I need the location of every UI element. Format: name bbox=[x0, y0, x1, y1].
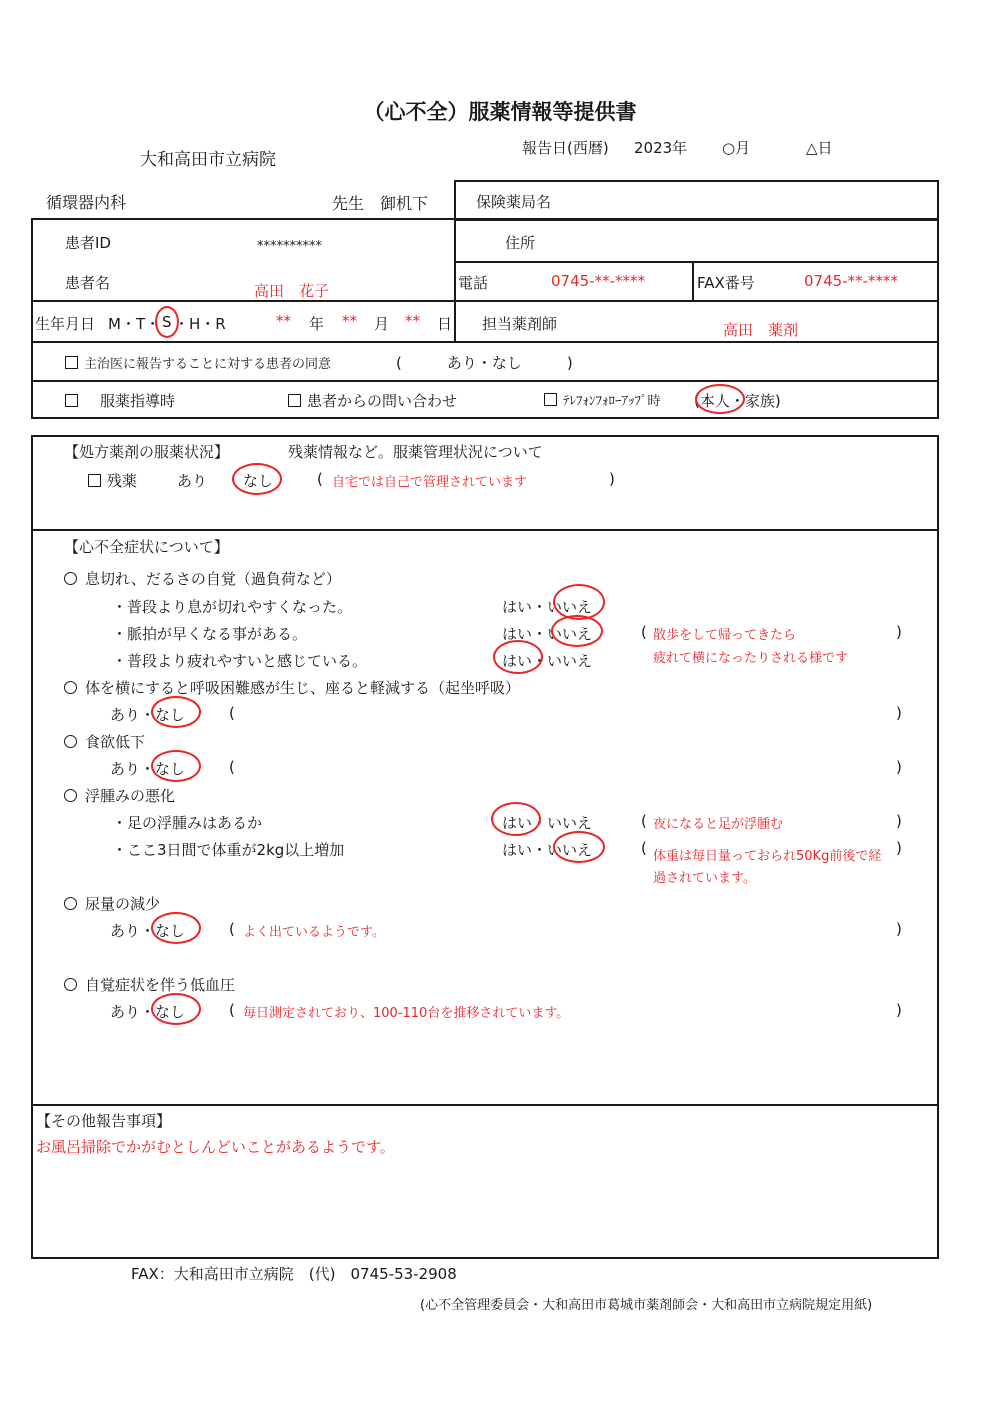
orthopnea-options: あり・なし bbox=[110, 706, 186, 724]
telephone-label: ﾃﾚﾌｫﾝﾌｫﾛｰｱｯﾌﾟ時 bbox=[563, 394, 661, 409]
birth-day-value: ** bbox=[405, 312, 420, 330]
consent-checkbox-row[interactable] bbox=[65, 353, 331, 372]
hypotension-note: 毎日測定されており、100-110台を推移されています。 bbox=[243, 1006, 570, 1021]
orthopnea-title: 体を横にすると呼吸困難感が生じ、座ると軽減する（起坐呼吸） bbox=[64, 677, 520, 698]
appetite-open-paren: ( bbox=[229, 758, 235, 776]
occasion-item-telephone[interactable] bbox=[544, 390, 661, 409]
telephone-checkbox[interactable] bbox=[544, 393, 557, 406]
edema-item-2-close-paren: ) bbox=[896, 839, 902, 857]
edema-item-1-options: はい・いいえ bbox=[502, 814, 593, 832]
edema-item-1-note: 夜になると足が浮腫む bbox=[653, 817, 784, 832]
footer-fax: FAX：大和高田市立病院 (代) 0745-53-2908 bbox=[131, 1265, 457, 1283]
inquiry-checkbox[interactable] bbox=[288, 394, 301, 407]
dept-salutation: 先生 御机下 bbox=[332, 194, 429, 213]
hospital-name: 大和高田市立病院 bbox=[140, 150, 276, 170]
edema-item-2-note2: 過されています。 bbox=[653, 871, 756, 886]
bullet-circle-icon bbox=[64, 572, 77, 585]
honnin-selection-circle bbox=[695, 384, 745, 414]
residual-row[interactable] bbox=[88, 470, 137, 491]
patient-id-value: ********** bbox=[257, 239, 322, 254]
edema-item-1-hai-circle bbox=[491, 802, 541, 836]
patient-name-value: 高田 花子 bbox=[254, 282, 330, 300]
edema-item-2-open-paren: ( bbox=[641, 839, 647, 857]
address-label: 住所 bbox=[505, 234, 536, 252]
hypotension-title: 自覚症状を伴う低血圧 bbox=[64, 974, 235, 995]
edema-item-1: ・足の浮腫みはあるか bbox=[112, 814, 263, 832]
pharmacy-name-label: 保険薬局名 bbox=[476, 193, 552, 211]
fatigue-note-open-paren: ( bbox=[641, 623, 647, 641]
residual-checkbox[interactable] bbox=[88, 474, 101, 487]
appetite-close-paren: ) bbox=[896, 758, 902, 776]
other-report-header: 【その他報告事項】 bbox=[36, 1112, 172, 1130]
edema-item-1-open-paren: ( bbox=[641, 812, 647, 830]
consent-options: ( あり・なし ) bbox=[396, 354, 573, 372]
report-date-day: △日 bbox=[806, 139, 833, 157]
symptoms-header: 【心不全症状について】 bbox=[64, 538, 229, 556]
orthopnea-close-paren: ) bbox=[896, 704, 902, 722]
edema-title: 浮腫みの悪化 bbox=[64, 785, 175, 806]
era-showa: S bbox=[162, 313, 172, 331]
birth-month-value: ** bbox=[342, 312, 357, 330]
fatigue-note-line1: 散歩をして帰ってきたら bbox=[653, 628, 797, 643]
birth-month-unit: 月 bbox=[374, 315, 390, 333]
pharmacist-value: 高田 薬剤 bbox=[723, 321, 799, 339]
inquiry-label: 患者からの問い合わせ bbox=[307, 392, 458, 410]
hypotension-close-paren: ) bbox=[896, 1001, 902, 1019]
orthopnea-open-paren: ( bbox=[229, 704, 235, 722]
medication-status-subheader: 残薬情報など。服薬管理状況について bbox=[288, 443, 543, 461]
telephone-options: (本人・家族) bbox=[694, 392, 781, 410]
bullet-circle-icon bbox=[64, 681, 77, 694]
fatigue-item-2: ・脈拍が早くなる事がある。 bbox=[112, 625, 308, 643]
patient-id-label: 患者ID bbox=[65, 234, 111, 252]
bullet-circle-icon bbox=[64, 789, 77, 802]
appetite-title: 食欲低下 bbox=[64, 731, 145, 752]
fax-value: 0745-**-**** bbox=[804, 272, 898, 290]
patient-name-label: 患者名 bbox=[65, 274, 111, 292]
guidance-label: 服薬指導時 bbox=[100, 392, 176, 410]
guidance-checkbox[interactable] bbox=[65, 394, 78, 407]
fatigue-item-3: ・普段より疲れやすいと感じている。 bbox=[112, 652, 368, 670]
fatigue-item-1-options: はい・いいえ bbox=[502, 598, 593, 616]
phone-value: 0745-**-**** bbox=[551, 272, 645, 290]
era-after: ・H・R bbox=[174, 315, 226, 333]
medication-status-header: 【処方薬剤の服薬状況】 bbox=[64, 443, 230, 461]
consent-checkbox[interactable] bbox=[65, 356, 78, 369]
birth-day-unit: 日 bbox=[437, 315, 453, 333]
urine-open-paren: ( bbox=[229, 920, 235, 938]
edema-item-2: ・ここ3日間で体重が2kg以上増加 bbox=[112, 841, 345, 859]
occasion-item-guidance[interactable] bbox=[65, 390, 175, 411]
pharmacist-label: 担当薬剤師 bbox=[482, 315, 558, 333]
phone-label: 電話 bbox=[458, 274, 489, 292]
fatigue-item-3-hai-circle bbox=[493, 640, 543, 674]
urine-note: よく出ているようです。 bbox=[243, 925, 385, 940]
dept-name: 循環器内科 bbox=[46, 193, 127, 212]
hypotension-open-paren: ( bbox=[229, 1001, 235, 1019]
bullet-circle-icon bbox=[64, 978, 77, 991]
report-date-year: 2023年 bbox=[634, 139, 688, 157]
other-report-note: お風呂掃除でかがむとしんどいことがあるようです。 bbox=[36, 1138, 395, 1156]
residual-note: 自宅では自己で管理されています bbox=[332, 475, 528, 490]
residual-open-paren: ( bbox=[317, 470, 323, 488]
fatigue-note-line2: 疲れて横になったりされる様です bbox=[653, 651, 849, 666]
birth-year-value: ** bbox=[276, 312, 291, 330]
occasion-item-inquiry[interactable] bbox=[288, 390, 457, 411]
orthopnea-nashi-circle bbox=[151, 696, 201, 728]
urine-close-paren: ) bbox=[896, 920, 902, 938]
fatigue-title: 息切れ、だるさの自覚（過負荷など） bbox=[64, 568, 341, 589]
hypotension-options: あり・なし bbox=[110, 1003, 186, 1021]
birth-year-unit: 年 bbox=[309, 315, 325, 333]
edema-item-2-options: はい・いいえ bbox=[502, 841, 593, 859]
edema-item-2-note: 体重は毎日量っておられ50Kg前後で経 bbox=[653, 849, 882, 864]
residual-close-paren: ) bbox=[609, 470, 615, 488]
fatigue-item-1: ・普段より息が切れやすくなった。 bbox=[112, 598, 353, 616]
fatigue-item-3-options: はい・いいえ bbox=[502, 652, 593, 670]
fatigue-note-close-paren: ) bbox=[896, 623, 902, 641]
residual-ari: あり bbox=[177, 472, 208, 490]
fatigue-item-2-options: はい・いいえ bbox=[502, 625, 593, 643]
footer-note: (心不全管理委員会・大和高田市葛城市薬剤師会・大和高田市立病院規定用紙) bbox=[420, 1298, 873, 1313]
fax-label: FAX番号 bbox=[697, 274, 755, 292]
edema-item-2-iie-circle bbox=[553, 831, 605, 863]
hypotension-nashi-circle bbox=[151, 993, 201, 1025]
urine-title: 尿量の減少 bbox=[64, 893, 160, 914]
urine-nashi-circle bbox=[151, 912, 201, 944]
residual-nashi: なし bbox=[243, 472, 274, 490]
residual-nashi-circle bbox=[232, 463, 282, 495]
appetite-nashi-circle bbox=[151, 750, 201, 782]
residual-label: 残薬 bbox=[107, 472, 138, 490]
era-before: M・T・ bbox=[108, 315, 161, 333]
report-date-month: ○月 bbox=[722, 139, 751, 157]
edema-item-1-close-paren: ) bbox=[896, 812, 902, 830]
appetite-options: あり・なし bbox=[110, 760, 186, 778]
birth-label: 生年月日 bbox=[35, 315, 96, 333]
fatigue-item-2-iie-circle bbox=[551, 615, 603, 647]
bullet-circle-icon bbox=[64, 897, 77, 910]
consent-text: 主治医に報告することに対する患者の同意 bbox=[84, 357, 332, 372]
report-date-label: 報告日(西暦) bbox=[522, 139, 609, 157]
urine-options: あり・なし bbox=[110, 922, 186, 940]
bullet-circle-icon bbox=[64, 735, 77, 748]
page-title: （心不全）服薬情報等提供書 bbox=[363, 100, 637, 124]
